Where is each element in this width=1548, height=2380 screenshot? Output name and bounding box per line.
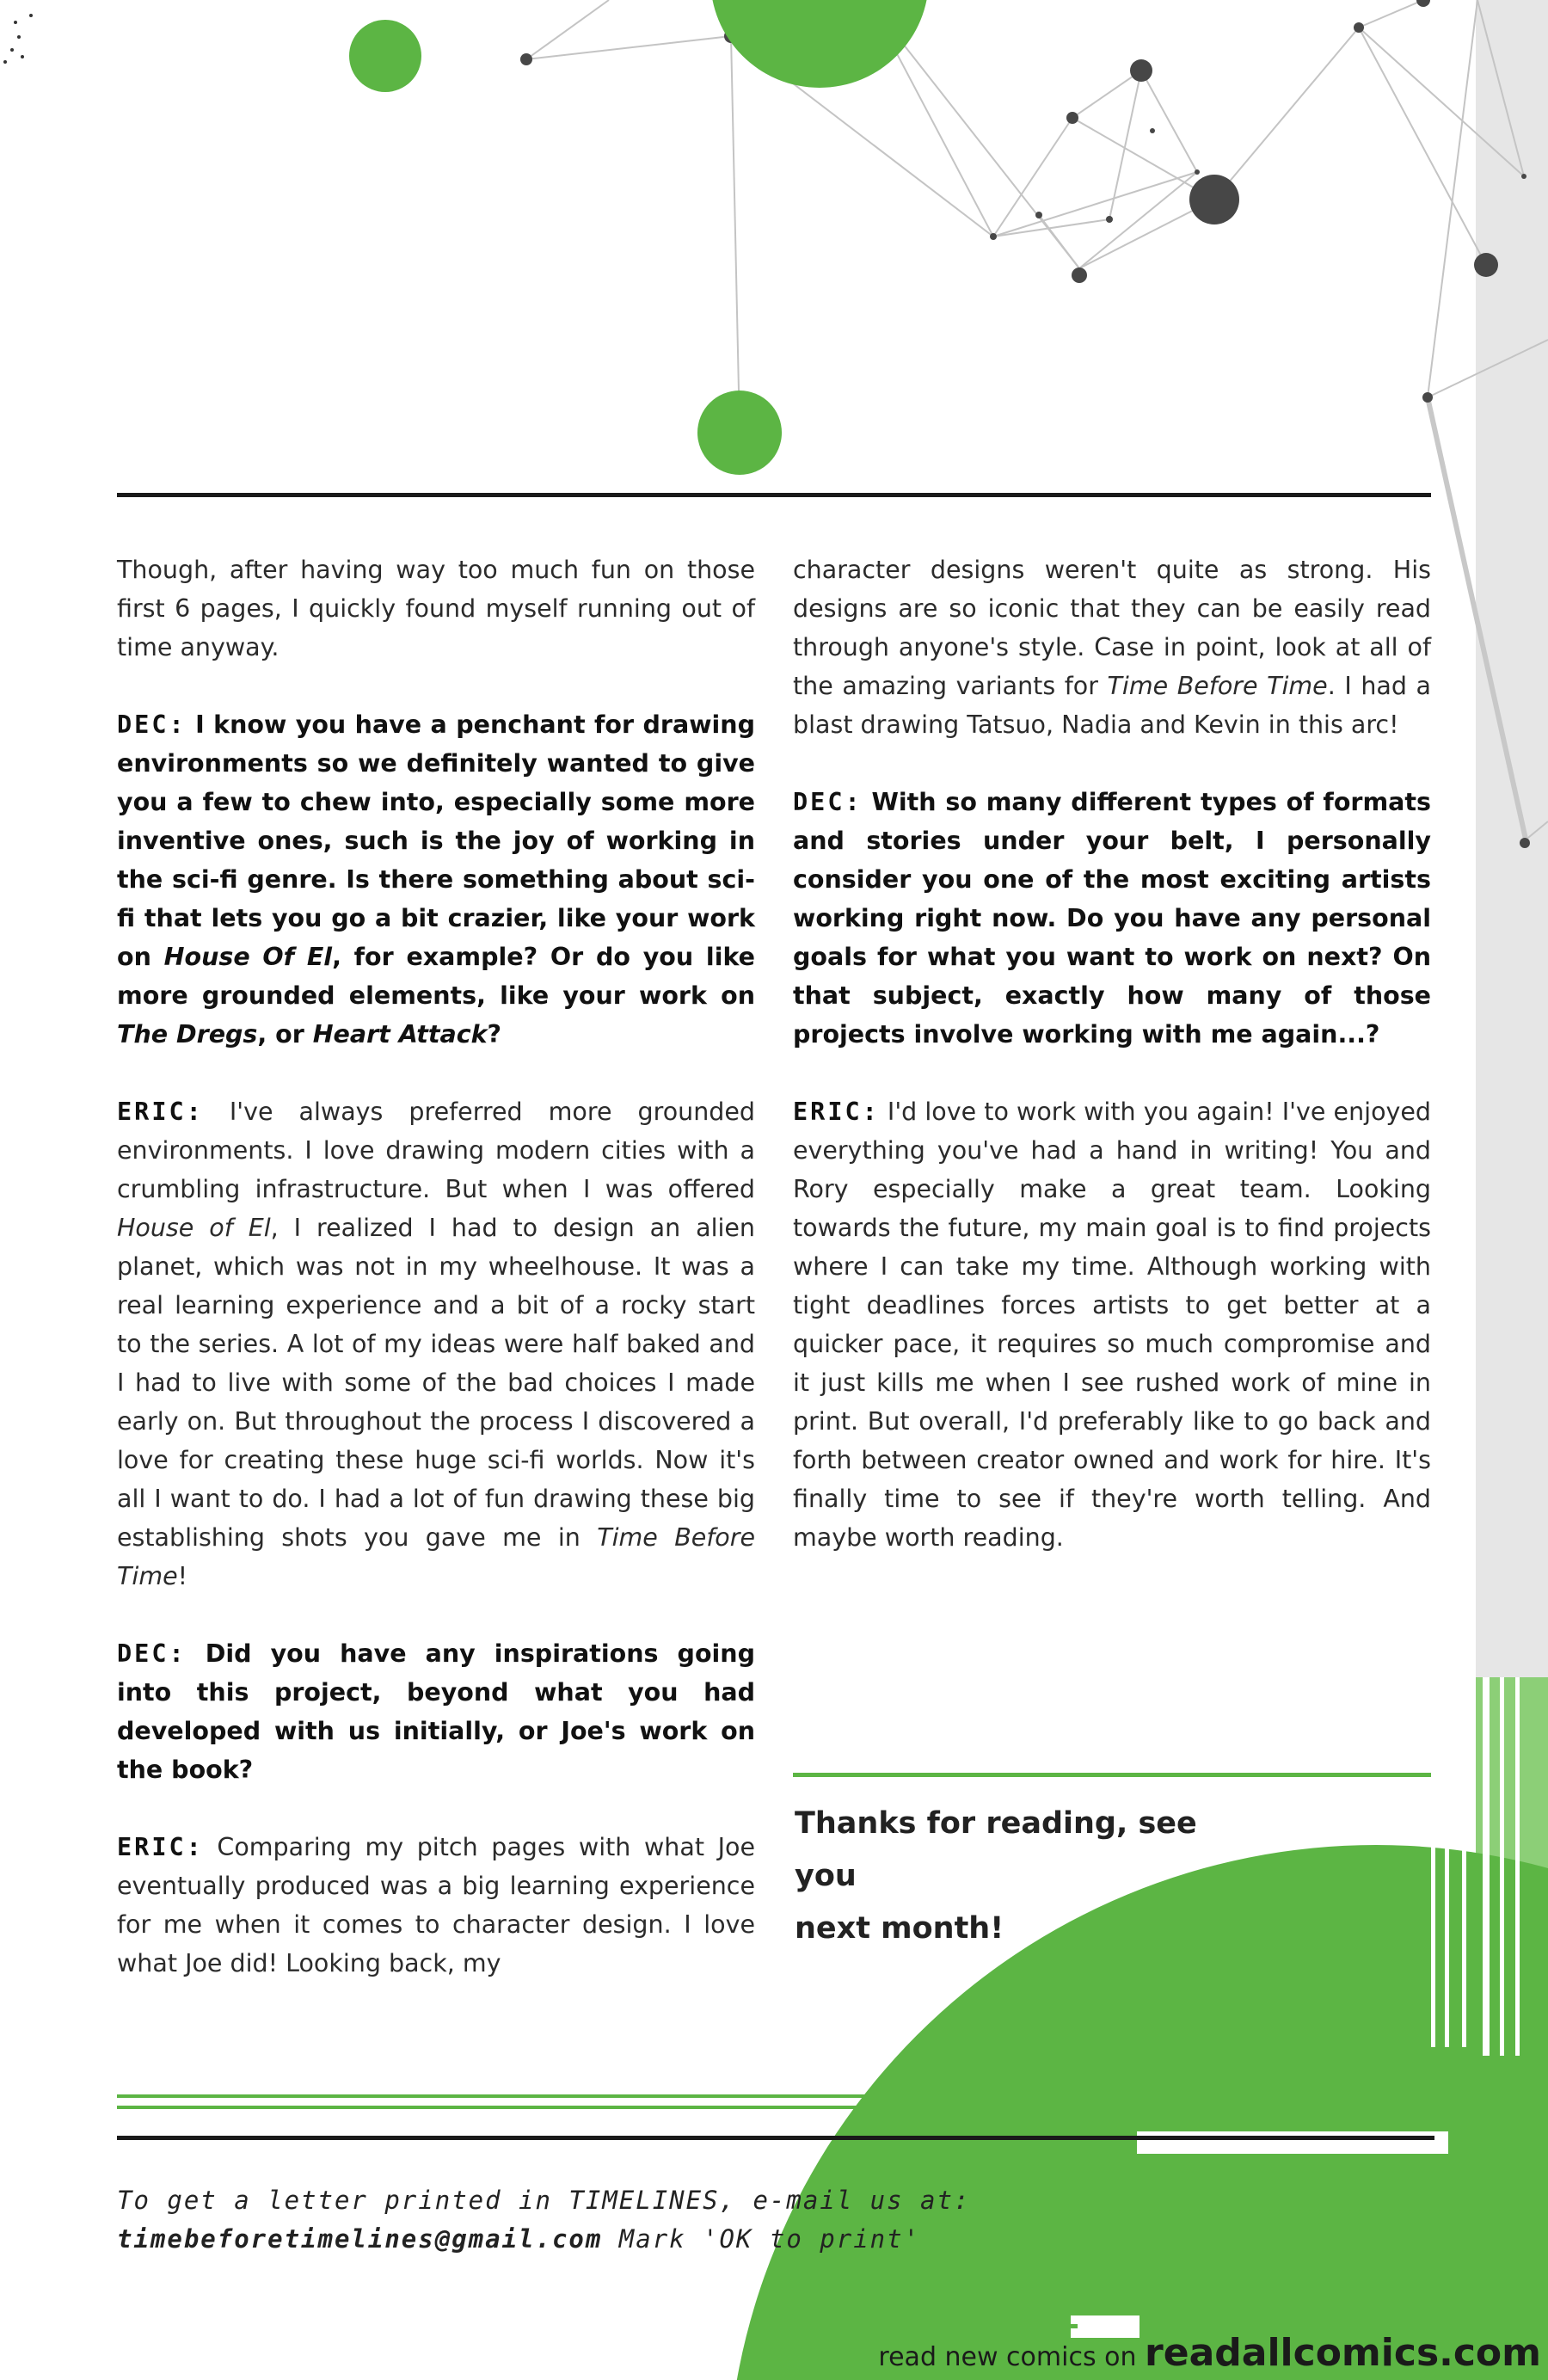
paragraph-text: character designs weren't quite as strong. His designs are so iconic that they can be easily read through anyone's style. Case in point, look at all of the amazing variants for: [793, 556, 1431, 700]
paragraph-text: . I had a blast drawing Tatsuo, Nadia and Kevin in this arc!: [793, 672, 1431, 739]
question-paragraph: [117, 1634, 755, 1789]
paragraph-text: , for example? Or do you like more grounded elements, like your work on: [117, 943, 755, 1010]
letters-instructions-line: To get a letter printed in TIMELINES, e-mail us at:: [117, 2186, 971, 2215]
paragraph-text: I know you have a penchant for drawing environments so we definitely wanted to give you a few to chew into, especially some more inventive ones, such is the joy of working in the sci-fi genre. Is there something about sci-fi that lets you go a bit crazier, like your work on: [117, 710, 755, 971]
paragraph-text: ?: [487, 1020, 502, 1049]
answer-paragraph: [117, 1092, 755, 1596]
white-bar-lower: [1137, 2131, 1448, 2154]
paragraph-text: Though, after having way too much fun on those first 6 pages, I quickly found myself running out of time anyway.: [117, 556, 755, 661]
speaker-label: DEC:: [793, 788, 863, 816]
closing-line-2: next month!: [795, 1911, 1004, 1946]
closing-divider: [793, 1773, 1431, 1777]
answer-paragraph: [117, 1828, 755, 1983]
title-reference: Time Before Time: [117, 1523, 755, 1590]
paragraph-text: , I realized I had to design an alien planet, which was not in my wheelhouse. It was a real learning experience and a bit of a rocky start to the series. A lot of my ideas were half baked and I had to live with some of the bad choices I made early on. But throughout the process I discovered a love for creating these huge sci-fi worlds. Now it's all I want to do. I had a lot of fun drawing these big establishing shots you gave me in: [117, 1214, 756, 1552]
title-reference: House Of El: [163, 943, 333, 971]
footer-green-rule-1: [117, 2094, 1385, 2098]
footer-divider: [117, 2136, 1434, 2140]
watermark-site[interactable]: readallcomics.com: [1145, 2331, 1541, 2375]
paragraph-text: With so many different types of formats and stories under your belt, I personally consider you one of the most exciting artists working right now. Do you have any personal goals for what you want to work on next? On that subject, exactly how many of those projects involve working with me again...?: [793, 788, 1431, 1049]
right-column: [793, 550, 1431, 1596]
paragraph-text: Comparing my pitch pages with what Joe eventually produced was a big learning experience for me when it comes to character design. I love what Joe did! Looking back, my: [117, 1833, 755, 1977]
question-paragraph: [117, 705, 755, 1054]
title-reference: Heart Attack: [312, 1020, 488, 1049]
speaker-label: ERIC:: [117, 1833, 204, 1861]
letters-email[interactable]: timebeforetimelines@gmail.com: [117, 2224, 603, 2254]
answer-paragraph: [793, 550, 1431, 744]
top-divider: [117, 493, 1431, 497]
paragraph-text: , or: [257, 1020, 313, 1049]
speaker-label: ERIC:: [793, 1098, 880, 1126]
corner-specks: [3, 14, 33, 64]
title-reference: Time Before Time: [1107, 672, 1328, 700]
footer-green-rule-2: [117, 2106, 1385, 2109]
paragraph-text: I've always preferred more grounded environments. I love drawing modern cities with a crumbling infrastructure. But when I was offered: [117, 1098, 755, 1203]
watermark: [878, 2331, 1541, 2375]
title-reference: House of El: [117, 1214, 271, 1242]
letters-email-tail: Mark 'OK to print': [602, 2224, 921, 2254]
paragraph-text: I'd love to work with you again! I've enjoyed everything you've had a hand in writing! You and Rory especially make a great team. Looking towards the future, my main goal is to find projects where I can take my time. Although working with tight deadlines forces artists to get better at a quicker pace, it requires so much compromise and it just kills me when I see rushed work of mine in print. But overall, I'd preferably like to go back and forth between creator owned and work for hire. It's finally time to see if they're worth telling. And maybe worth reading.: [793, 1098, 1431, 1552]
letters-email-line: [117, 2220, 1106, 2259]
speaker-label: DEC:: [117, 1639, 187, 1668]
letters-instructions: [117, 2181, 1106, 2259]
answer-paragraph: [117, 550, 755, 667]
closing-note: [795, 1798, 1242, 1955]
paragraph-text: !: [177, 1562, 188, 1590]
question-paragraph: [793, 783, 1431, 1054]
speaker-label: DEC:: [117, 710, 187, 739]
closing-line-1: Thanks for reading, see you: [795, 1806, 1197, 1893]
watermark-prefix: read new comics on: [878, 2342, 1146, 2372]
paragraph-text: Did you have any inspirations going into this project, beyond what you had developed with us initially, or Joe's work on the book?: [117, 1639, 755, 1784]
title-reference: The Dregs: [117, 1020, 258, 1049]
right-sidebar-strip: [1476, 0, 1548, 1677]
answer-paragraph: [793, 1092, 1431, 1557]
speaker-label: ERIC:: [117, 1098, 204, 1126]
left-column: [117, 550, 755, 2021]
